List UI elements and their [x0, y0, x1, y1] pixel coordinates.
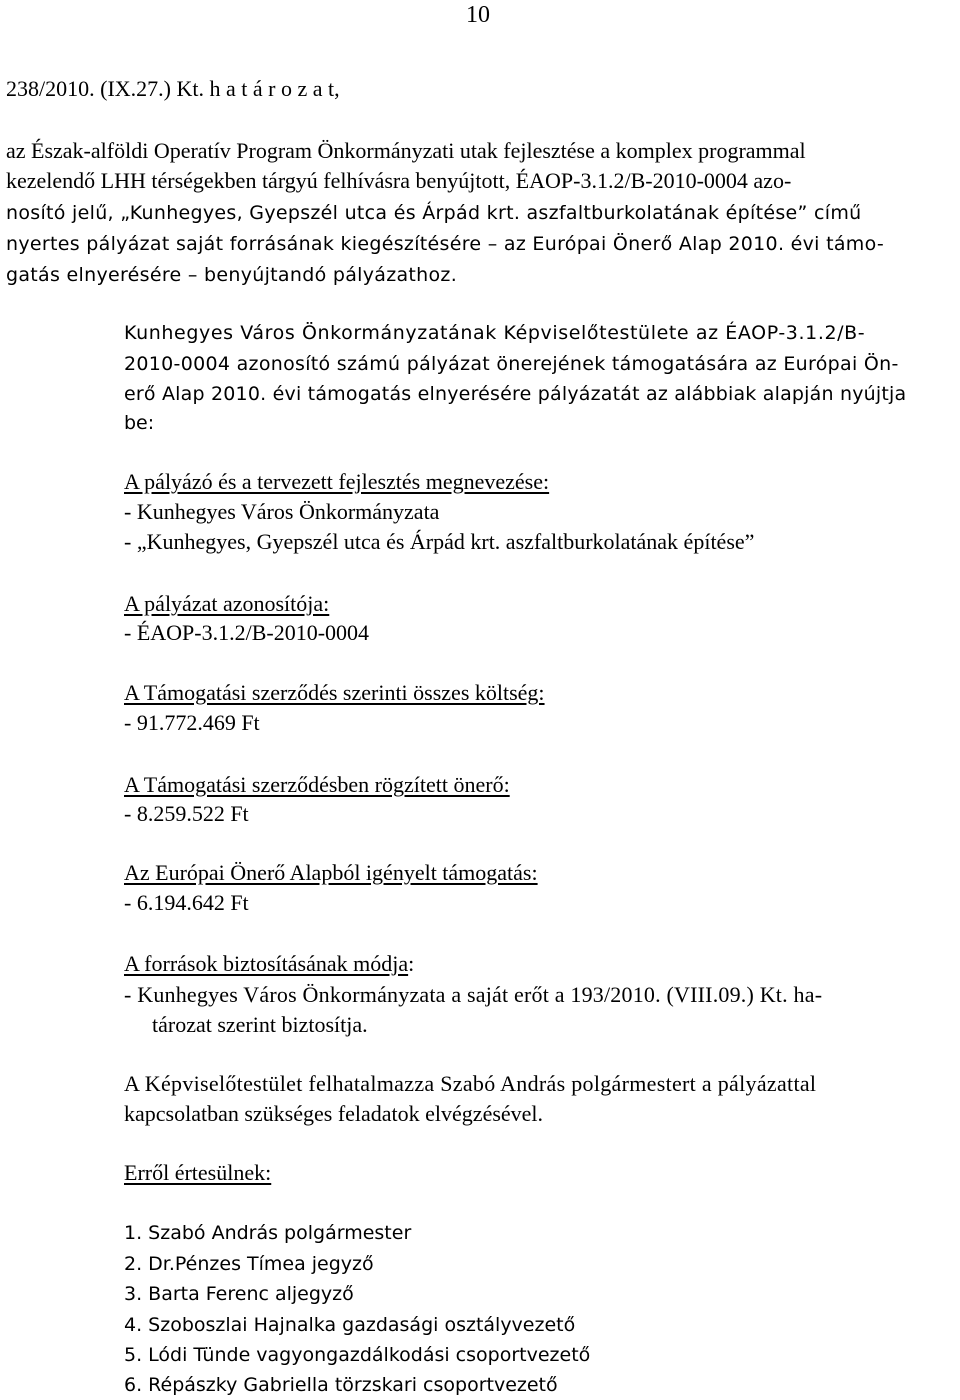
section-heading-wrap	[124, 949, 414, 979]
resolution-number: 238/2010. (IX.27.) Kt.	[6, 76, 204, 101]
section-heading: A Támogatási szerződés szerinti összes költség:	[124, 680, 545, 705]
page-number: 10	[466, 2, 490, 28]
subject-line: nosító jelű, „Kunhegyes, Gyepszél utca és Árpád krt. aszfaltburkolatának építése” című	[6, 202, 862, 224]
section-heading: A pályázó és a tervezett fejlesztés megnevezése:	[124, 469, 550, 494]
notify-item: 3. Barta Ferenc aljegyző	[124, 1283, 354, 1305]
intro-line: be:	[124, 412, 155, 434]
section-item: - Kunhegyes Város Önkormányzata	[124, 499, 440, 524]
section-heading: Az Európai Önerő Alapból igényelt támogatás:	[124, 860, 538, 885]
resolution-header	[6, 74, 340, 104]
section-heading: A Támogatási szerződésben rögzített önerő:	[124, 772, 510, 797]
intro-line: erő Alap 2010. évi támogatás elnyerésére pályázatát az alábbiak alapján nyújtja	[124, 383, 907, 405]
subject-line: nyertes pályázat saját forrásának kiegészítésére – az Európai Önerő Alap 2010. évi támo-	[6, 233, 885, 255]
resolution-word: h a t á r o z a t,	[209, 76, 340, 101]
intro-line: 2010-0004 azonosító számú pályázat önerejének támogatására az Európai Ön-	[124, 353, 899, 375]
notify-item: 6. Répászky Gabriella törzskari csoportvezető	[124, 1374, 558, 1396]
notify-heading: Erről értesülnek:	[124, 1160, 272, 1185]
section-item: - 8.259.522 Ft	[124, 801, 249, 826]
section-item: - ÉAOP-3.1.2/B-2010-0004	[124, 620, 370, 645]
notify-item: 1. Szabó András polgármester	[124, 1222, 412, 1244]
notify-item: 5. Lódi Tünde vagyongazdálkodási csoportvezető	[124, 1344, 591, 1366]
subject-line: kezelendő LHH térségekben tárgyú felhívásra benyújtott, ÉAOP-3.1.2/B-2010-0004 azo-	[6, 168, 792, 193]
authorization-line: kapcsolatban szükséges feladatok elvégzésével.	[124, 1101, 544, 1126]
subject-line: az Észak-alföldi Operatív Program Önkormányzati utak fejlesztése a komplex programmal	[6, 138, 806, 163]
section-item: - 6.194.642 Ft	[124, 890, 249, 915]
section-heading: A források biztosításának módja	[124, 951, 409, 976]
section-item: - Kunhegyes Város Önkormányzata a saját erőt a 193/2010. (VIII.09.) Kt. ha-	[124, 982, 823, 1007]
notify-item: 2. Dr.Pénzes Tímea jegyző	[124, 1253, 374, 1275]
section-heading-suffix: :	[408, 951, 415, 976]
intro-line: Kunhegyes Város Önkormányzatának Képviselőtestülete az ÉAOP-3.1.2/B-	[124, 322, 866, 344]
notify-item: 4. Szoboszlai Hajnalka gazdasági osztályvezető	[124, 1314, 576, 1336]
section-heading: A pályázat azonosítója:	[124, 591, 330, 616]
subject-line: gatás elnyerésére – benyújtandó pályázathoz.	[6, 264, 458, 286]
section-item: - „Kunhegyes, Gyepszél utca és Árpád krt. aszfaltburkolatának építése”	[124, 529, 755, 554]
authorization-line: A Képviselőtestület felhatalmazza Szabó András polgármestert a pályázattal	[124, 1071, 817, 1096]
section-item: - 91.772.469 Ft	[124, 710, 260, 735]
section-item: tározat szerint biztosítja.	[152, 1012, 368, 1037]
